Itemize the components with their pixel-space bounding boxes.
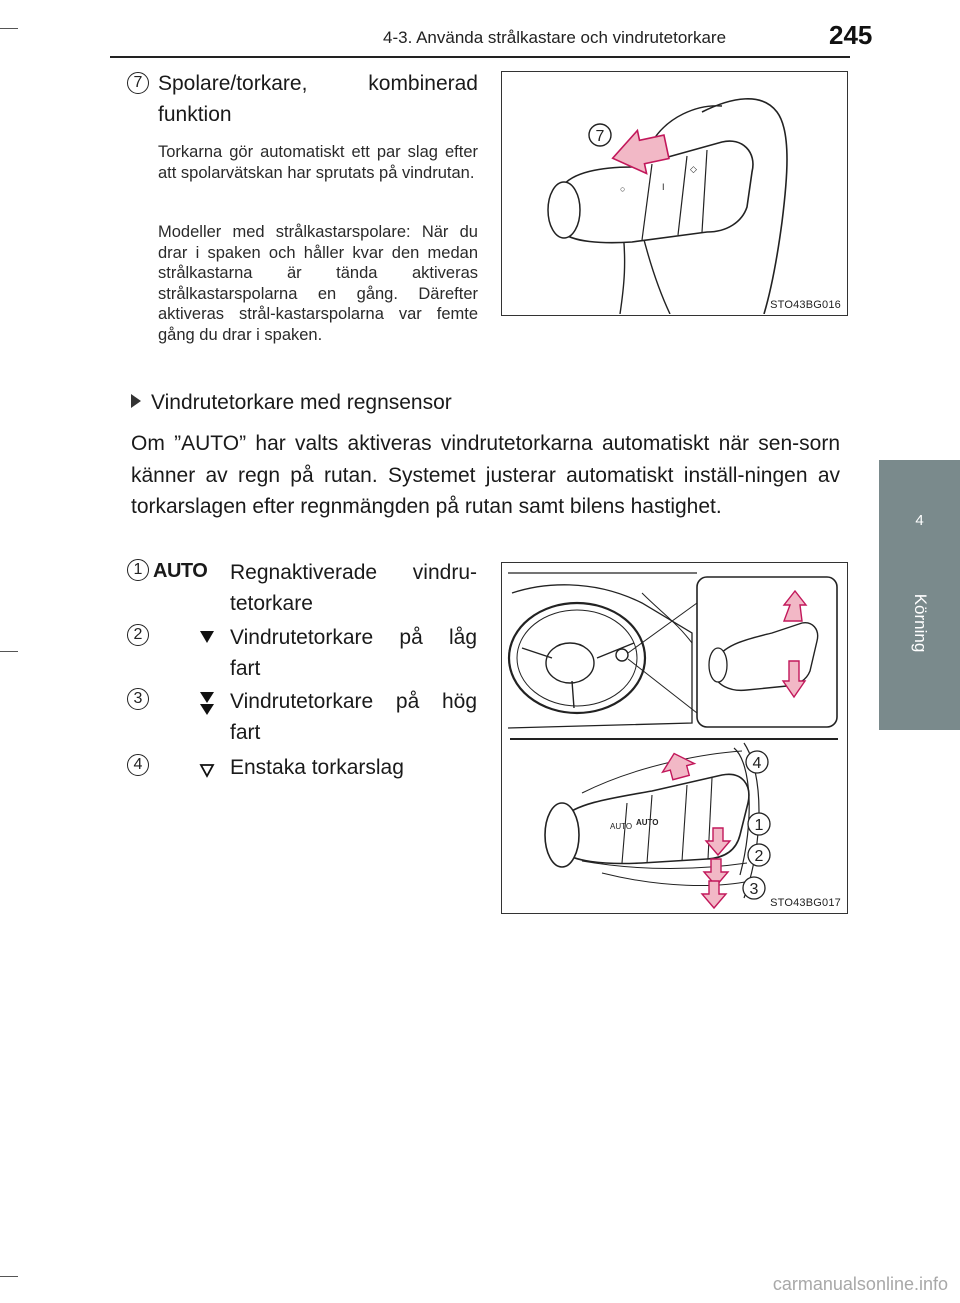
- section-subheading: [131, 391, 452, 415]
- subheading-text: Vindrutetorkare med regnsensor: [151, 391, 452, 414]
- legend-line: Vindrutetorkare på hög: [230, 690, 477, 713]
- item-title-cont: funktion: [158, 103, 232, 126]
- lever-auto-mark: AUTO: [636, 818, 659, 827]
- item-number-badge: 2: [127, 624, 149, 646]
- legend-text: [230, 686, 477, 748]
- item-number-badge: 1: [127, 559, 149, 581]
- crop-mark: [0, 28, 18, 29]
- figure-callout-2: [748, 844, 770, 866]
- single-down-triangle-icon: [153, 622, 223, 652]
- legend-line: fart: [230, 721, 261, 744]
- item-number-badge: 3: [127, 688, 149, 710]
- chapter-number: 4: [915, 512, 924, 529]
- double-down-triangle-icon: [153, 686, 223, 716]
- svg-text:◇: ◇: [690, 164, 697, 174]
- header-rule: [110, 56, 850, 58]
- page-number: 245: [829, 20, 873, 50]
- svg-text:○: ○: [620, 184, 626, 194]
- figure-callout-1: [748, 813, 770, 835]
- figure-callout: 7: [595, 128, 605, 145]
- figure-callout-4: [746, 751, 768, 773]
- item-number-badge: 7: [127, 72, 149, 94]
- item-title: [158, 68, 478, 99]
- figure-wiper-lever-pull: [501, 71, 848, 316]
- auto-symbol-text: AUTO: [153, 560, 208, 582]
- figure-code: STO43BG017: [770, 897, 841, 909]
- chapter-side-tab[interactable]: [879, 460, 960, 730]
- legend-item-single-wipe: [131, 752, 481, 786]
- triangle-bullet-icon: [131, 394, 141, 408]
- legend-text: [230, 557, 477, 619]
- item-number-badge: 4: [127, 754, 149, 776]
- chapter-label-wrap: [908, 578, 932, 668]
- item-description: Modeller med strålkastarspolare: När du drar i spaken och håller kvar den medan strålkastarna är tända aktiveras strålkastarspolarna en gång. Därefter aktiveras strål-kastarspolarna var femte gång du drar i spaken.: [158, 223, 478, 344]
- section-paragraph: Om ”AUTO” har valts aktiveras vindrutetorkarna automatiskt när sen-sorn känner av regn på rutan. Systemet justerar automatiskt inställ-ningen av torkarslagen efter regnmängden på rutan samt bilens hastighet.: [131, 432, 840, 518]
- legend-line: fart: [230, 657, 261, 680]
- svg-text:4: 4: [752, 755, 762, 772]
- legend-line: Enstaka torkarslag: [230, 756, 404, 779]
- svg-text:1: 1: [754, 817, 764, 834]
- legend-item-low-speed: [131, 622, 481, 682]
- legend-item-auto: [131, 557, 481, 617]
- figure-rain-sensor-lever: [501, 562, 848, 914]
- crop-mark: [0, 651, 18, 652]
- header-title: 4-3. Använda strålkastare och vindrutetorkare: [383, 28, 727, 47]
- item-description: Torkarna gör automatiskt ett par slag efter att spolarvätskan har sprutats på vindrutan.: [158, 143, 478, 182]
- svg-text:2: 2: [754, 848, 764, 865]
- crop-mark: [0, 1276, 18, 1277]
- legend-text: [230, 622, 477, 684]
- legend-text: [230, 752, 477, 783]
- legend-item-high-speed: [131, 686, 481, 746]
- lever-pull-illustration: [502, 72, 846, 314]
- legend-line: tetorkare: [230, 592, 313, 615]
- item-title-line: Spolare/torkare, kombinerad: [158, 72, 478, 95]
- auto-symbol: [153, 557, 223, 587]
- legend-line: Regnaktiverade vindru-: [230, 561, 477, 584]
- legend-line: Vindrutetorkare på låg: [230, 626, 477, 649]
- svg-text:3: 3: [749, 881, 759, 898]
- lever-auto-mark: AUTO: [610, 822, 633, 831]
- figure-callout-3: [743, 877, 765, 899]
- watermark: carmanualsonline.info: [772, 1274, 948, 1294]
- svg-text:I: I: [662, 182, 665, 192]
- chapter-label: Körning: [911, 593, 930, 653]
- outline-triangle-icon: [153, 752, 223, 782]
- rain-sensor-illustration: [502, 563, 846, 912]
- figure-code: STO43BG016: [770, 299, 841, 311]
